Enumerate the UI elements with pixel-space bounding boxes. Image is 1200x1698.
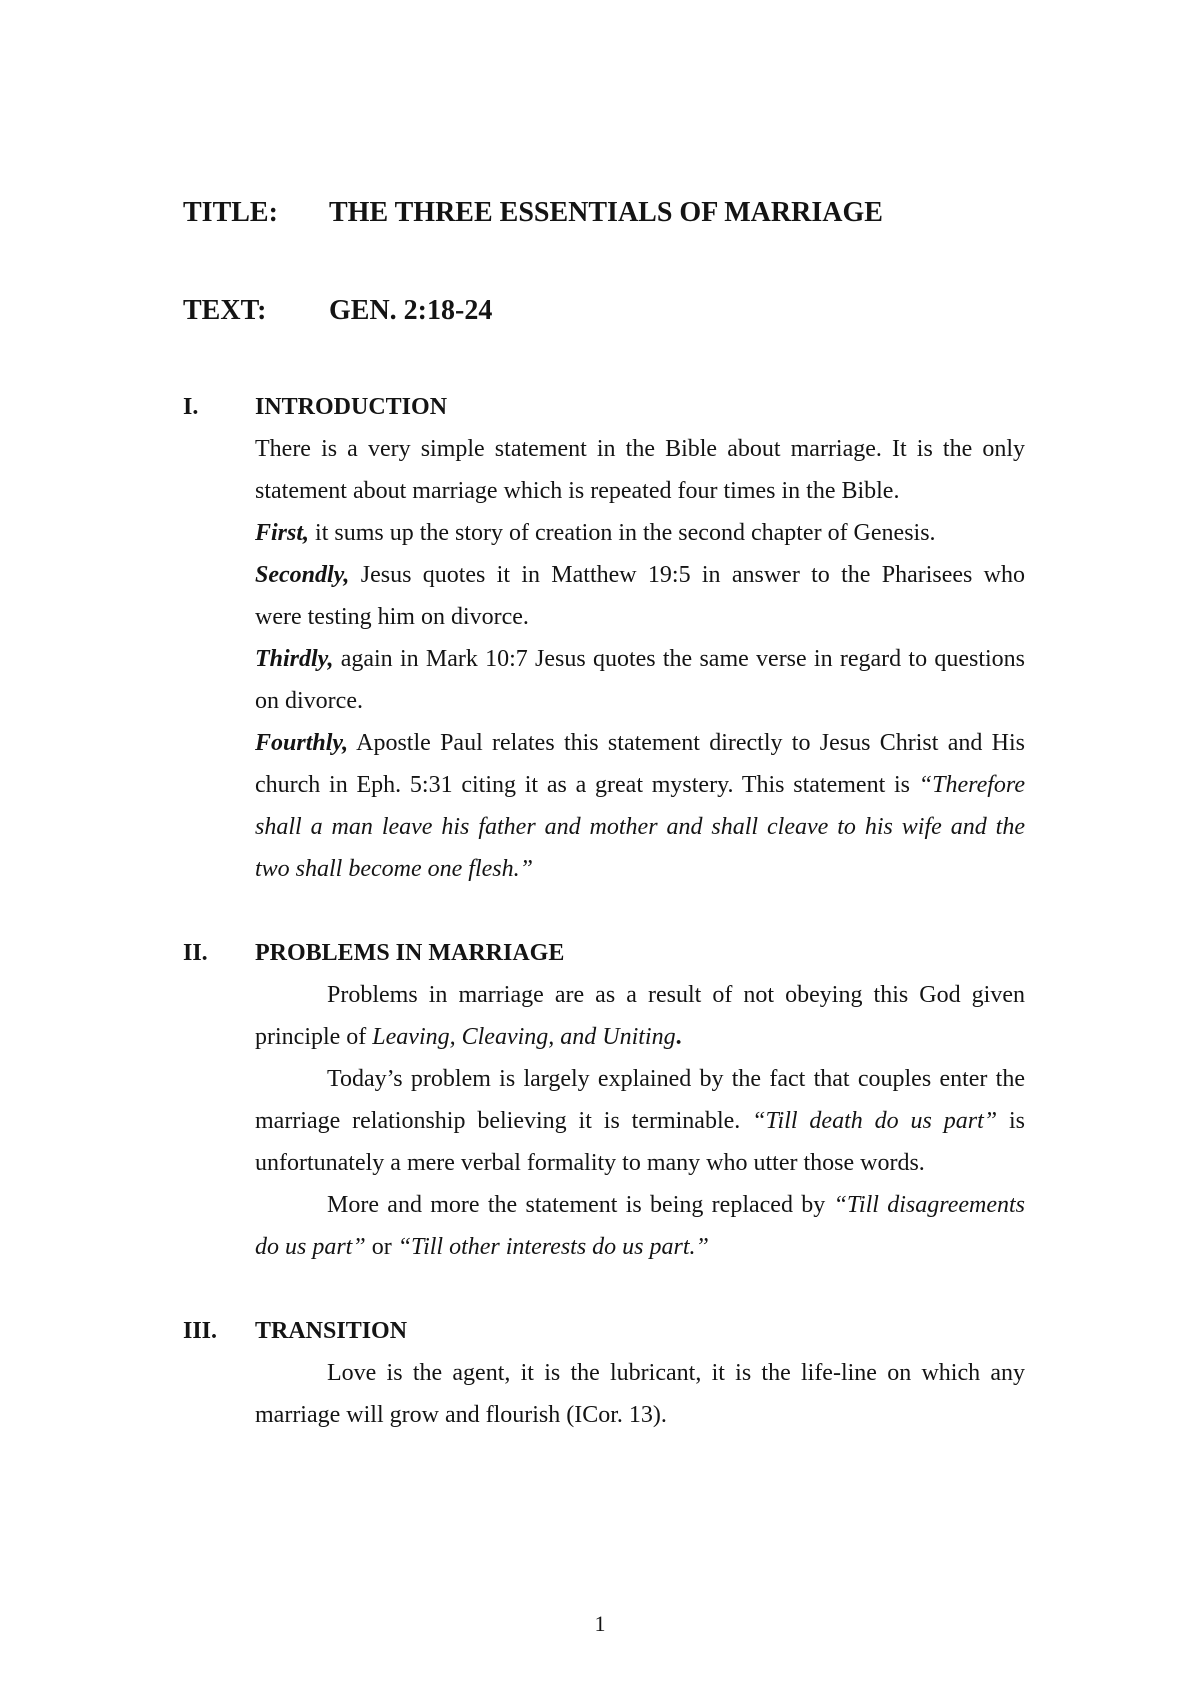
section-numeral: II. <box>183 940 208 966</box>
scripture-quote: two shall become one flesh.” <box>255 856 533 882</box>
body-line <box>255 1016 1025 1058</box>
section-numeral: I. <box>183 394 199 420</box>
body-text: . <box>675 1024 682 1050</box>
ordinal-emphasis: First, <box>255 520 310 546</box>
sermon-title: THE THREE ESSENTIALS OF MARRIAGE <box>329 197 883 228</box>
phrase-emphasis: “Till disagreements <box>833 1192 1025 1218</box>
section-header <box>183 932 1025 974</box>
body-line <box>255 1142 1025 1184</box>
body-text: Today’s problem is largely explained by the fact that couples enter the <box>327 1066 1025 1092</box>
body-text: marriage relationship believing it is terminable. <box>255 1108 753 1134</box>
body-line <box>255 974 1025 1016</box>
body-text: church in Eph. 5:31 citing it as a great mystery. This statement is <box>255 772 919 798</box>
phrase-emphasis: “Till other interests do us part.” <box>397 1234 709 1260</box>
section-introduction <box>183 386 1025 890</box>
ordinal-emphasis: Secondly, <box>255 562 350 588</box>
body-text: again in Mark 10:7 Jesus quotes the same verse in regard to questions <box>333 646 1025 672</box>
body-text: Love is the agent, it is the lubricant, it is the life-line on which any <box>327 1360 1025 1386</box>
body-line <box>255 1226 1025 1268</box>
body-text: or <box>365 1234 398 1260</box>
body-text: unfortunately a mere verbal formality to many who utter those words. <box>255 1150 925 1176</box>
body-text: were testing him on divorce. <box>255 604 529 630</box>
body-text: Problems in marriage are as a result of not obeying this God given <box>327 982 1025 1008</box>
text-row <box>183 290 1083 332</box>
scripture-quote: “Therefore <box>918 772 1025 798</box>
phrase-emphasis: “Till death do us part” <box>752 1108 998 1134</box>
ordinal-emphasis: Thirdly, <box>255 646 334 672</box>
section-header <box>183 386 1025 428</box>
scripture-quote: shall a man leave his father and mother and shall cleave to his wife and the <box>255 814 1025 840</box>
section-body <box>255 974 1025 1268</box>
phrase-emphasis: Leaving, Cleaving, and Uniting <box>372 1024 676 1050</box>
body-line <box>255 554 1025 596</box>
section-header <box>183 1310 1025 1352</box>
page-number: 1 <box>594 1611 606 1636</box>
body-text: statement about marriage which is repeated four times in the Bible. <box>255 478 900 504</box>
body-line <box>255 1100 1025 1142</box>
body-line <box>255 638 1025 680</box>
body-line <box>255 1352 1025 1394</box>
section-transition <box>183 1310 1025 1436</box>
body-line <box>255 722 1025 764</box>
body-text: it sums up the story of creation in the second chapter of Genesis. <box>309 520 936 546</box>
body-text: on divorce. <box>255 688 363 714</box>
body-text: More and more the statement is being replaced by <box>327 1192 834 1218</box>
section-numeral: III. <box>183 1318 218 1344</box>
body-text: marriage will grow and flourish (ICor. 13). <box>255 1402 667 1428</box>
body-text: Apostle Paul relates this statement directly to Jesus Christ and His <box>348 730 1025 756</box>
body-text: is <box>997 1108 1026 1134</box>
scripture-reference: GEN. 2:18-24 <box>329 295 493 326</box>
body-line <box>255 848 1025 890</box>
section-heading: INTRODUCTION <box>255 394 448 420</box>
body-line <box>255 596 1025 638</box>
body-line <box>255 512 1025 554</box>
title-row <box>183 192 1083 234</box>
body-line <box>255 428 1025 470</box>
body-text: There is a very simple statement in the Bible about marriage. It is the only <box>255 436 1025 462</box>
body-line <box>255 764 1025 806</box>
body-line <box>255 1058 1025 1100</box>
body-line <box>255 470 1025 512</box>
section-heading: PROBLEMS IN MARRIAGE <box>255 940 565 966</box>
ordinal-emphasis: Fourthly, <box>255 730 349 756</box>
section-body <box>255 428 1025 890</box>
phrase-emphasis: do us part” <box>255 1234 366 1260</box>
body-line <box>255 680 1025 722</box>
section-body <box>255 1352 1025 1436</box>
text-label: TEXT: <box>183 295 267 326</box>
section-problems <box>183 932 1025 1268</box>
body-line <box>255 1394 1025 1436</box>
body-line <box>255 806 1025 848</box>
body-text: principle of <box>255 1024 373 1050</box>
body-text: Jesus quotes it in Matthew 19:5 in answer to the Pharisees who <box>349 562 1025 588</box>
title-label: TITLE: <box>183 197 278 228</box>
body-line <box>255 1184 1025 1226</box>
section-heading: TRANSITION <box>255 1318 408 1344</box>
